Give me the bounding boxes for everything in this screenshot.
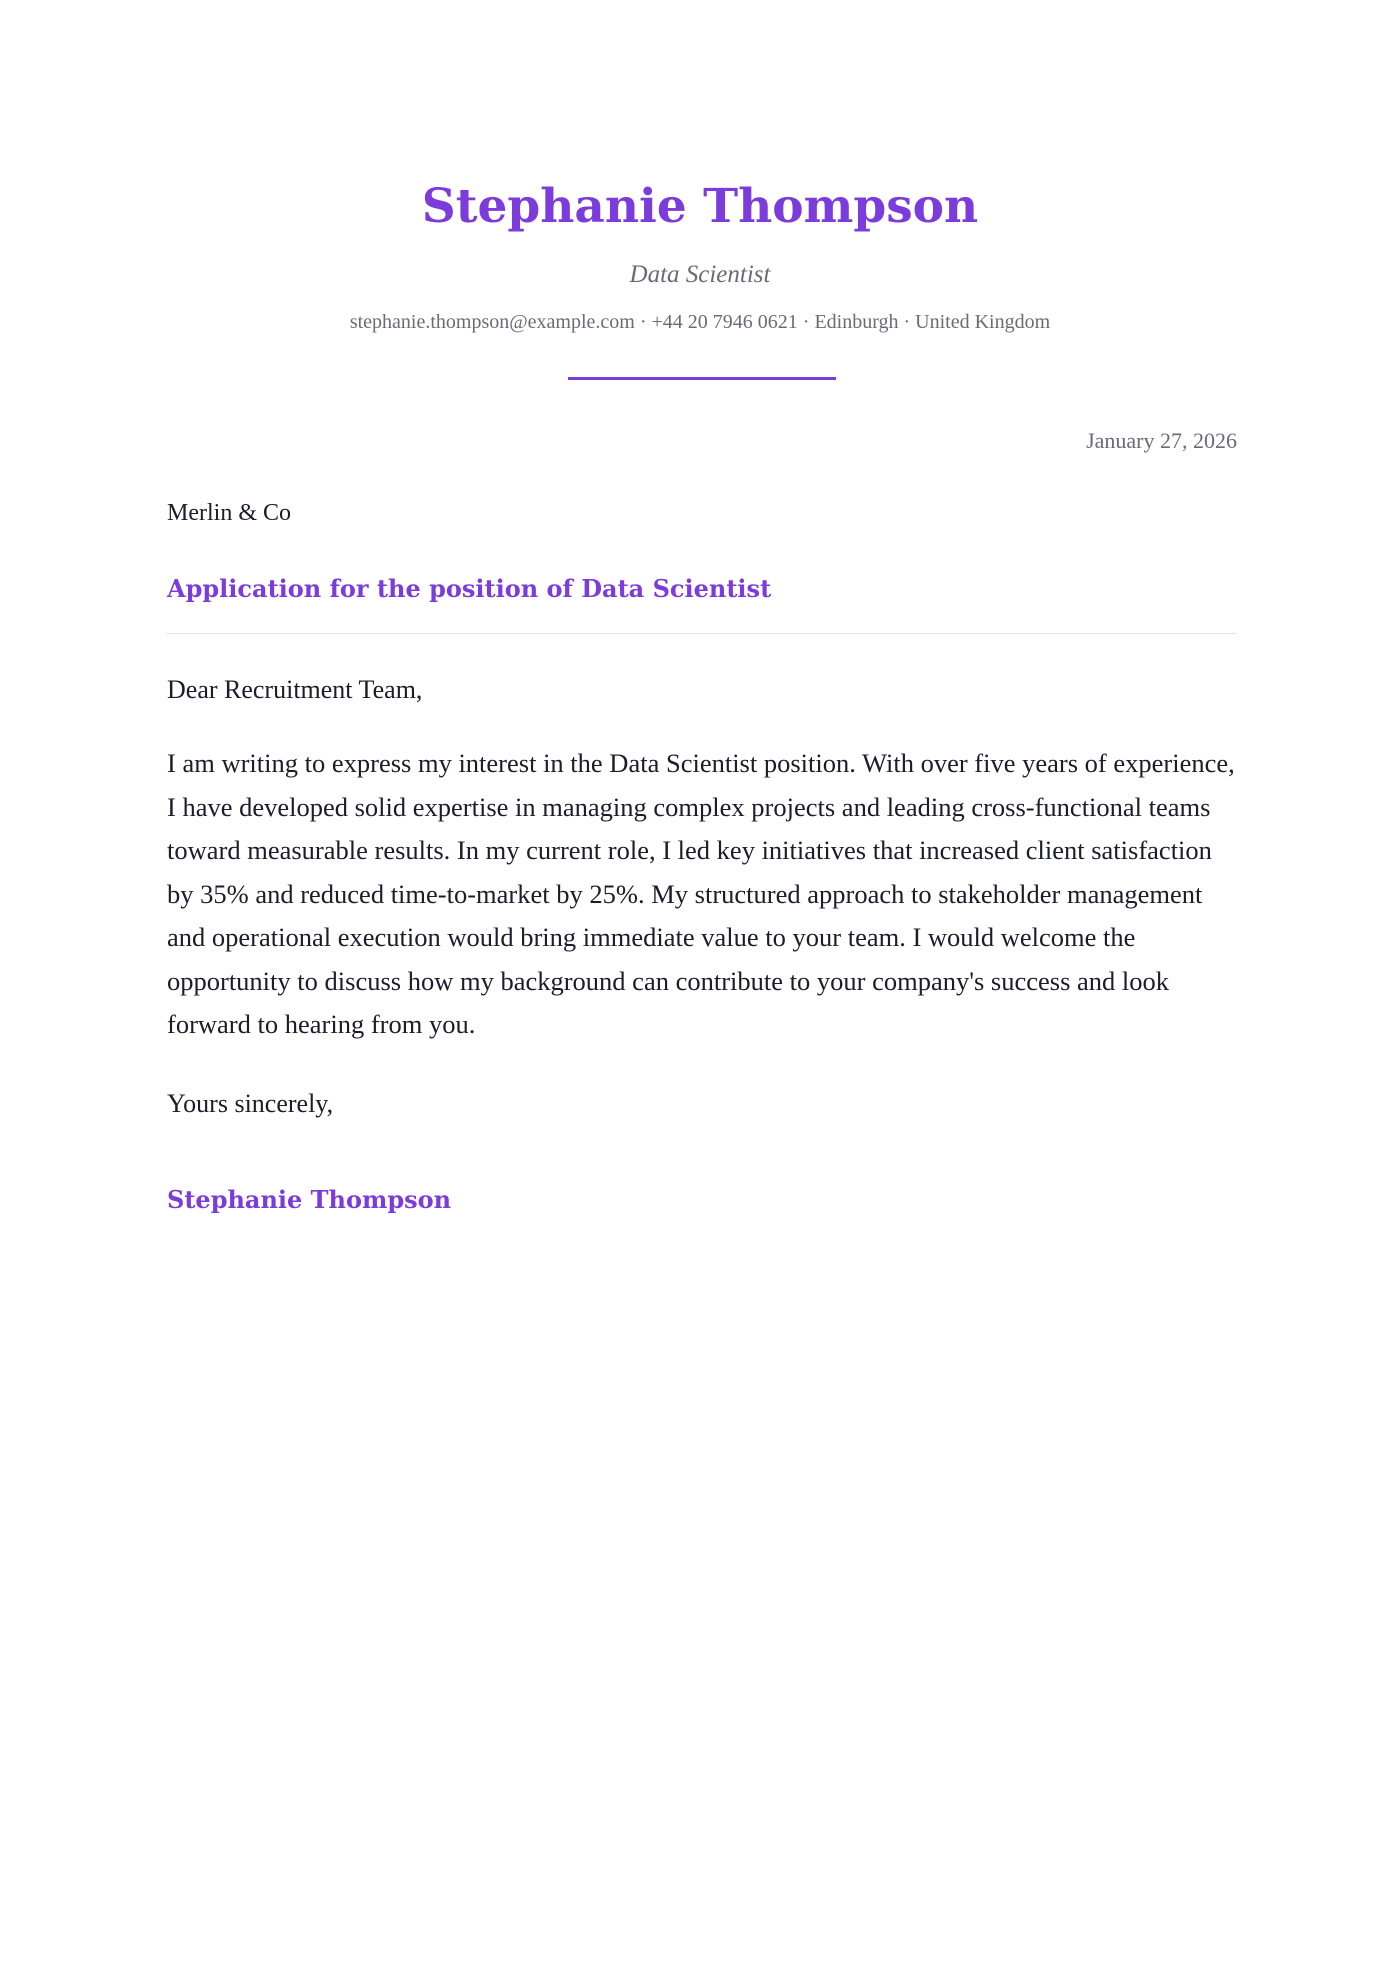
header-accent-rule xyxy=(568,377,836,380)
letter-body-paragraph: I am writing to express my interest in the Data Scientist position. With over five years of experience, I have developed solid expertise in managing complex projects and leading cross-functional teams toward measurable results. In my current role, I led key initiatives that increased client satisfaction by 35% and reduced time-to-market by 25%. My structured approach to stakeholder management and operational execution would bring immediate value to your team. I would welcome the opportunity to discuss how my background can contribute to your company's success and look forward to hearing from you. xyxy=(167,748,1235,1039)
letter-date: January 27, 2026 xyxy=(1086,428,1237,453)
sender-contact-line: stephanie.thompson@example.com · +44 20 7946 0621 · Edinburgh · United Kingdom xyxy=(349,311,1051,333)
letter-subject: Application for the position of Data Scientist xyxy=(167,574,772,603)
letter-closing: Yours sincerely, xyxy=(167,1089,334,1118)
subject-divider xyxy=(167,633,1237,634)
sender-name: Stephanie Thompson xyxy=(421,179,979,234)
letter-header xyxy=(0,176,1400,335)
letter-salutation: Dear Recruitment Team, xyxy=(167,675,423,704)
letter-signature: Stephanie Thompson xyxy=(167,1185,452,1214)
recipient-company: Merlin & Co xyxy=(167,500,291,526)
sender-job-title: Data Scientist xyxy=(629,261,771,288)
